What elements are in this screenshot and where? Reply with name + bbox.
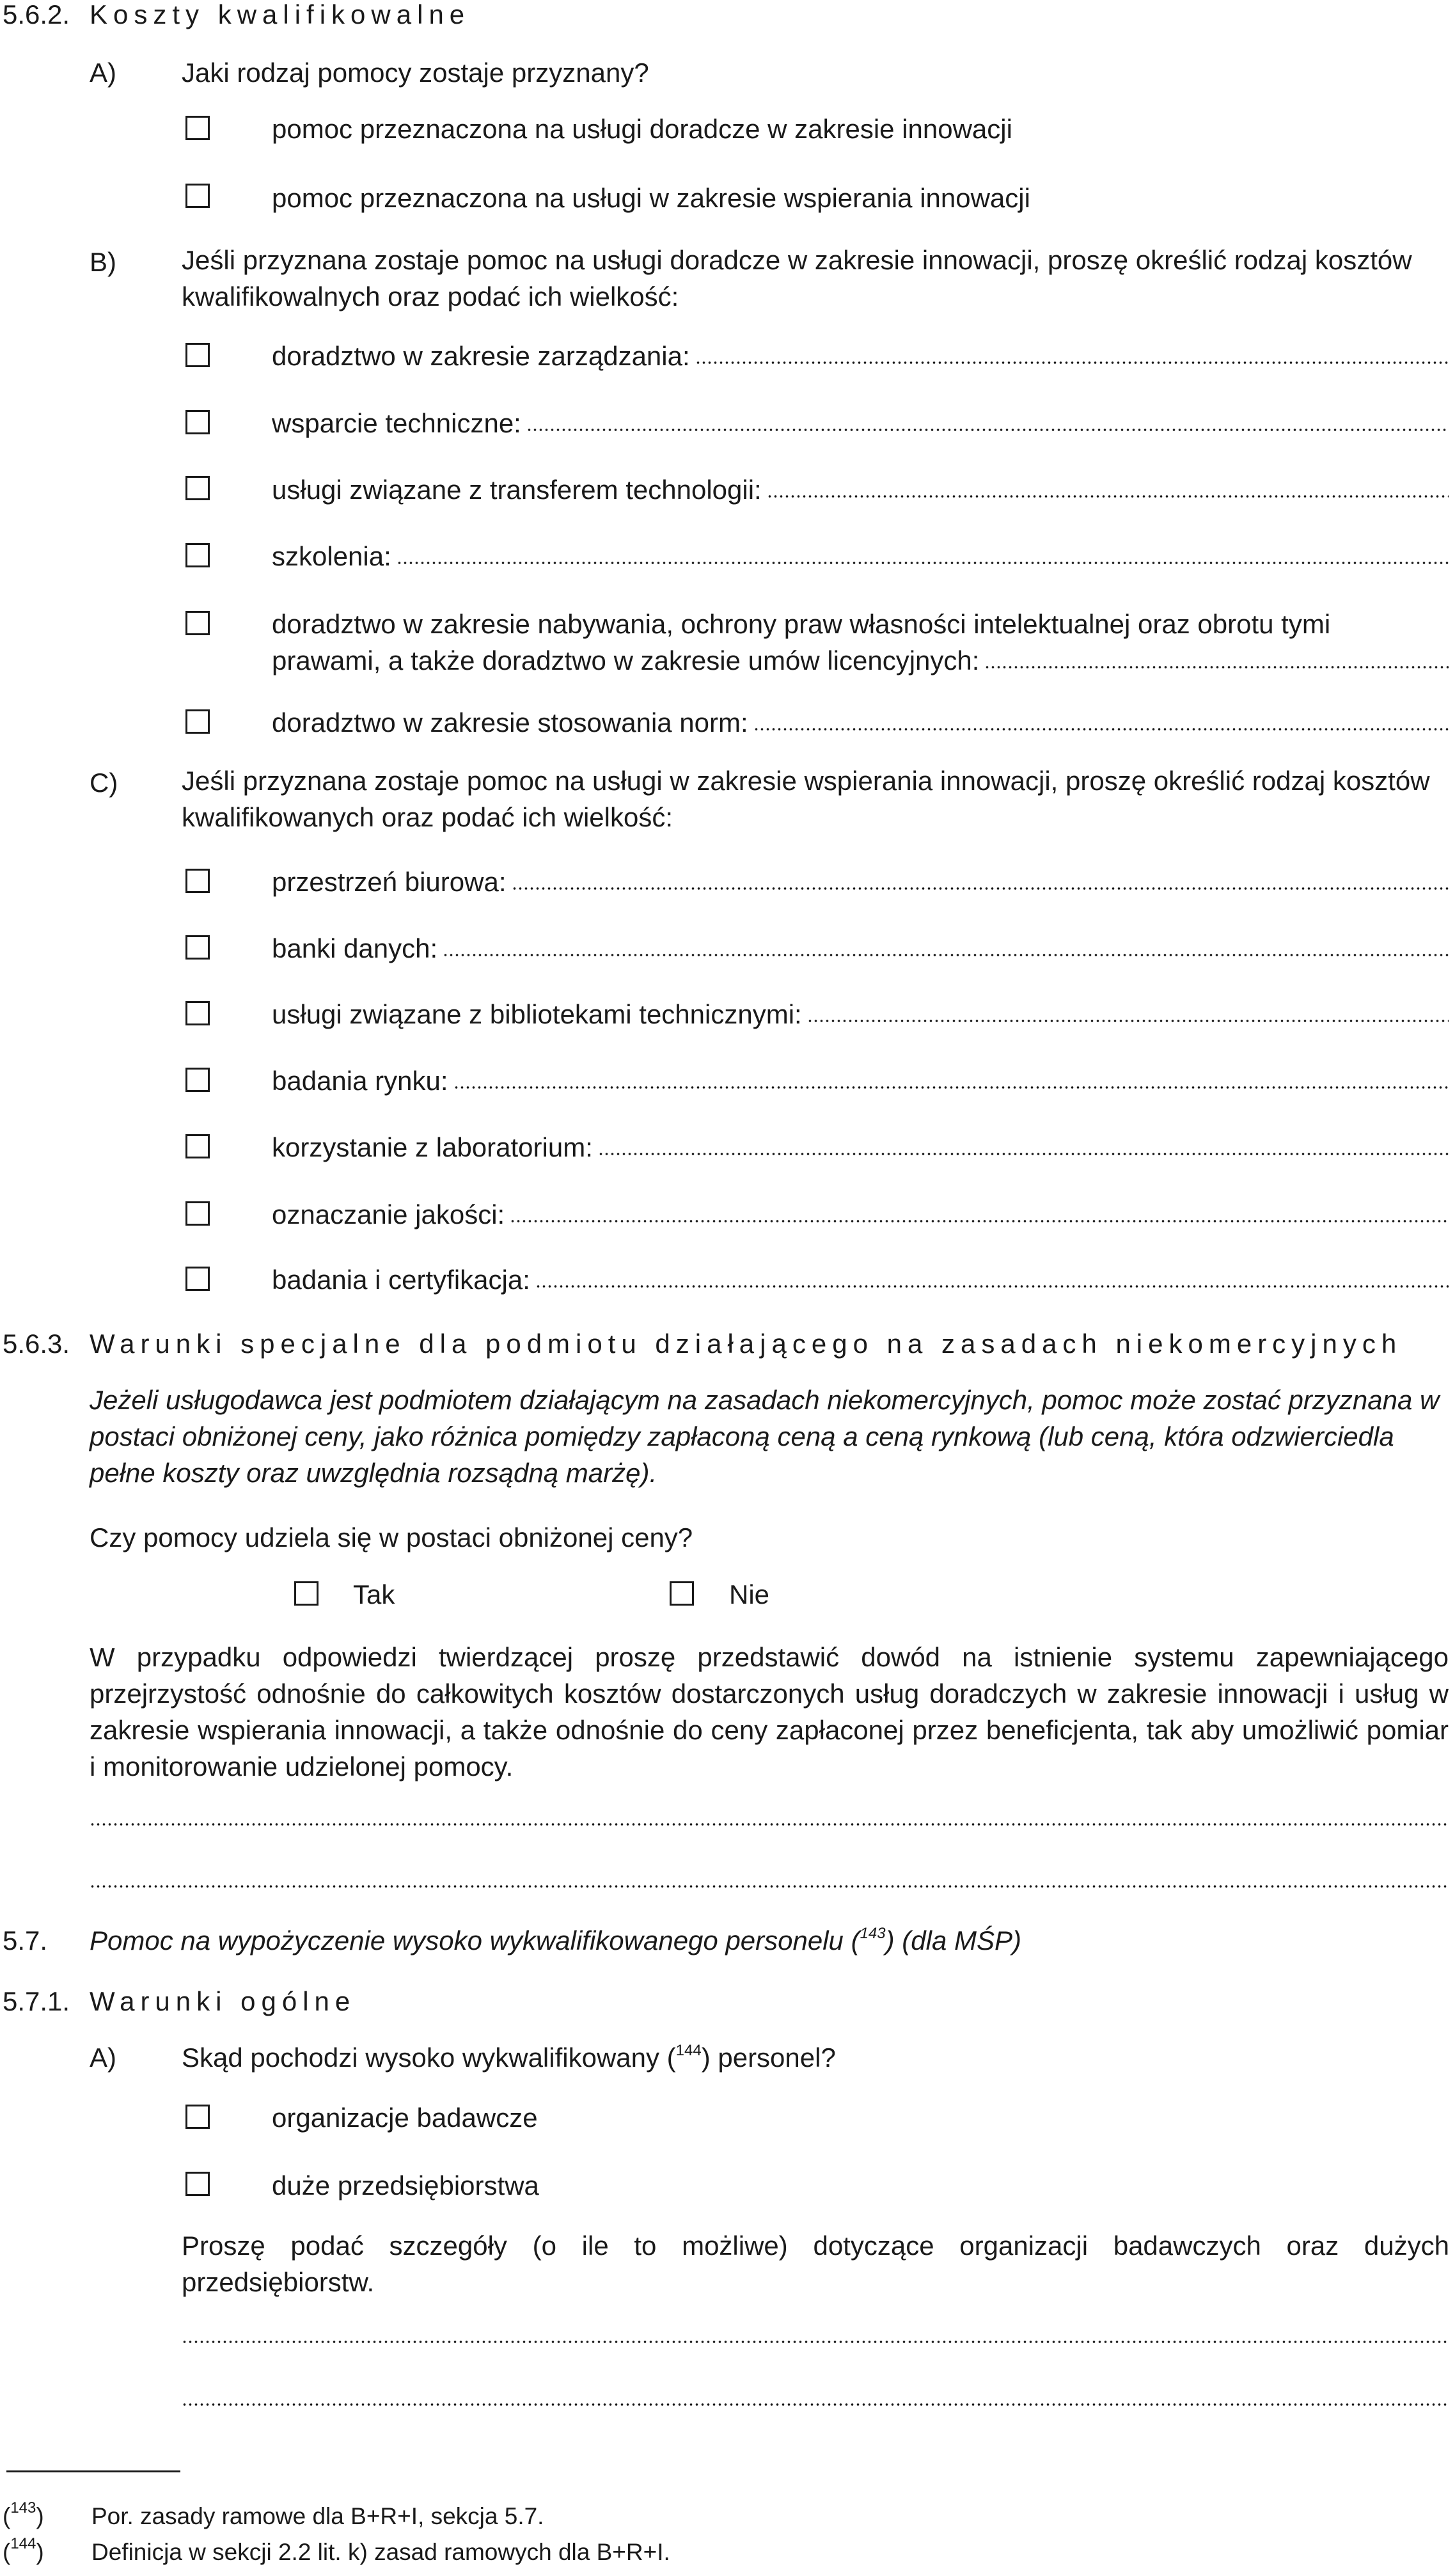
dotted-line [598, 1152, 1449, 1156]
option-innovation-support: pomoc przeznaczona na usługi w zakresie wspierania innowacji [272, 183, 1030, 213]
fn-open: ( [3, 2539, 11, 2565]
checkbox-research-organisations[interactable] [185, 2105, 210, 2129]
label-technical-libraries: usługi związane z bibliotekami technicznymi: [272, 999, 802, 1029]
intro-non-commercial: Jeżeli usługodawca jest podmiotem działającym na zasadach niekomercyjnych, pomoc może zostać przyznana w postaci obniżonej ceny, jako różnica pomiędzy zapłaconą ceną a ceną rynkową (lub ceną, która odzwierciedla pełne koszty oraz uwzględnia rozsądną marżę). [90, 1385, 1440, 1488]
field-technical-libraries[interactable] [272, 1001, 1449, 1028]
section-title-personnel-secondment [90, 1927, 1021, 1954]
footnote-ref-144: 144 [675, 2042, 702, 2059]
label-technology-transfer: usługi związane z transferem technologii: [272, 475, 762, 505]
checkbox-market-research[interactable] [185, 1068, 210, 1092]
footnote-separator [6, 2470, 180, 2472]
label-databanks: banki danych: [272, 933, 438, 963]
field-databanks[interactable] [272, 935, 1449, 962]
checkbox-office-space[interactable] [185, 869, 210, 893]
field-laboratory[interactable] [272, 1134, 1449, 1161]
checkbox-no[interactable] [670, 1581, 694, 1606]
checkbox-management-consulting[interactable] [185, 343, 210, 367]
dotted-line [807, 1019, 1449, 1023]
label-quality-labelling: oznaczanie jakości: [272, 1199, 505, 1229]
section-number-5-7-1: 5.7.1. [3, 1986, 70, 2016]
subsection-b-label: B) [90, 247, 116, 277]
footnote-144-marker [3, 2535, 44, 2565]
field-technology-transfer[interactable] [272, 477, 1449, 503]
section-number-5-7: 5.7. [3, 1925, 48, 1956]
label-management-consulting: doradztwo w zakresie zarządzania: [272, 341, 690, 371]
dotted-line [443, 953, 1449, 957]
label-ip-consulting-line1: doradztwo w zakresie nabywania, ochrony praw własności intelektualnej oraz obrotu tymi [272, 609, 1331, 639]
label-yes: Tak [353, 1579, 395, 1609]
checkbox-laboratory[interactable] [185, 1134, 210, 1158]
option-large-enterprises: duże przedsiębiorstwa [272, 2170, 539, 2201]
label-no: Nie [729, 1579, 770, 1609]
question-support-costs: Jeśli przyznana zostaje pomoc na usługi w zakresie wspierania innowacji, proszę określić rodzaj kosztów kwalifikowanych oraz podać ich wielkość: [182, 766, 1430, 832]
checkbox-technical-libraries[interactable] [185, 1001, 210, 1025]
section-number-5-6-3: 5.6.3. [3, 1329, 70, 1359]
field-management-consulting[interactable] [272, 343, 1449, 370]
details-line-2[interactable] [182, 2403, 1449, 2406]
subsection-a-label-2: A) [90, 2043, 116, 2073]
dotted-line [535, 1284, 1449, 1288]
dotted-line [753, 727, 1449, 731]
checkbox-technical-support[interactable] [185, 410, 210, 434]
fn-ref: 144 [10, 2535, 36, 2552]
option-research-organisations: organizacje badawcze [272, 2103, 538, 2133]
subsection-c-label: C) [90, 768, 118, 798]
subsection-a-label: A) [90, 58, 116, 88]
checkbox-innovation-advisory[interactable] [185, 116, 210, 140]
fn-ref: 143 [10, 2499, 36, 2517]
field-office-space[interactable] [272, 869, 1449, 896]
checkbox-quality-labelling[interactable] [185, 1201, 210, 1226]
dotted-line [695, 361, 1449, 365]
label-training: szkolenia: [272, 541, 391, 571]
checkbox-yes[interactable] [294, 1581, 319, 1606]
label-standards-consulting: doradztwo w zakresie stosowania norm: [272, 707, 748, 738]
details-line-1[interactable] [182, 2340, 1449, 2344]
details-request: Proszę podać szczegóły (o ile to możliwe) dotyczące organizacji badawczych oraz dużych przedsiębiorstw. [182, 2231, 1449, 2297]
label-office-space: przestrzeń biurowa: [272, 867, 507, 897]
field-ip-consulting[interactable] [272, 647, 1449, 674]
label-testing-certification: badania i certyfikacja: [272, 1265, 530, 1295]
dotted-line [453, 1086, 1449, 1089]
footnote-143-marker [3, 2499, 44, 2529]
dotted-line [526, 428, 1449, 432]
question-aid-type: Jaki rodzaj pomocy zostaje przyznany? [182, 58, 649, 88]
fn-open: ( [3, 2503, 11, 2529]
checkbox-databanks[interactable] [185, 935, 210, 960]
footnote-ref-143: 143 [860, 1925, 886, 1942]
section-number-5-6-2: 5.6.2. [3, 0, 70, 29]
question-text-a: Skąd pochodzi wysoko wykwalifikowany ( [182, 2043, 676, 2073]
label-technical-support: wsparcie techniczne: [272, 408, 521, 438]
question-personnel-origin [182, 2044, 836, 2071]
dotted-line [397, 561, 1449, 565]
dotted-line [767, 494, 1449, 498]
checkbox-ip-consulting[interactable] [185, 611, 210, 635]
label-laboratory: korzystanie z laboratorium: [272, 1132, 593, 1162]
section-title-special-conditions: Warunki specjalne dla podmiotu działającego na zasadach niekomercyjnych [90, 1329, 1403, 1359]
section-title-koszty-kwalifikowalne: Koszty kwalifikowalne [90, 0, 471, 29]
field-training[interactable] [272, 543, 1449, 570]
answer-line-1[interactable] [90, 1822, 1449, 1826]
dotted-line [510, 1219, 1449, 1223]
question-reduced-price: Czy pomocy udziela się w postaci obniżonej ceny? [90, 1522, 693, 1553]
field-market-research[interactable] [272, 1068, 1449, 1094]
title-text-a: Pomoc na wypożyczenie wysoko wykwalifikowanego personelu ( [90, 1925, 860, 1956]
answer-line-2[interactable] [90, 1885, 1449, 1888]
checkbox-training[interactable] [185, 543, 210, 567]
paragraph-transparency-evidence: W przypadku odpowiedzi twierdzącej proszę przedstawić dowód na istnienie systemu zapewniającego przejrzystość odnośnie do całkowitych kosztów dostarczonych usług doradczych w zakresie innowacji i usług w zakresie wspierania innowacji, a także odnośnie do ceny zapłaconej przez beneficjenta, tak aby umożliwić pomiar i monitorowanie udzielonej pomocy. [90, 1642, 1449, 1782]
field-technical-support[interactable] [272, 410, 1449, 437]
dotted-line [512, 887, 1449, 890]
footnote-144-text: Definicja w sekcji 2.2 lit. k) zasad ramowych dla B+R+I. [91, 2539, 670, 2565]
question-advisory-costs: Jeśli przyznana zostaje pomoc na usługi doradcze w zakresie innowacji, proszę określić rodzaj kosztów kwalifikowalnych oraz podać ich wielkość: [182, 245, 1412, 312]
label-market-research: badania rynku: [272, 1066, 448, 1096]
fn-close: ) [36, 2539, 44, 2565]
checkbox-innovation-support[interactable] [185, 184, 210, 208]
field-standards-consulting[interactable] [272, 709, 1449, 736]
option-innovation-advisory: pomoc przeznaczona na usługi doradcze w zakresie innowacji [272, 114, 1012, 144]
footnote-143-text: Por. zasady ramowe dla B+R+I, sekcja 5.7. [91, 2503, 544, 2529]
field-testing-certification[interactable] [272, 1267, 1449, 1293]
title-text-b: ) (dla MŚP) [885, 1925, 1021, 1956]
question-text-b: ) personel? [701, 2043, 836, 2073]
fn-close: ) [36, 2503, 44, 2529]
dotted-line [984, 665, 1449, 669]
checkbox-testing-certification[interactable] [185, 1267, 210, 1291]
label-ip-consulting-line2: prawami, a także doradztwo w zakresie umów licencyjnych: [272, 645, 980, 676]
field-quality-labelling[interactable] [272, 1201, 1449, 1228]
checkbox-standards-consulting[interactable] [185, 709, 210, 734]
section-title-general-conditions: Warunki ogólne [90, 1986, 356, 2016]
checkbox-large-enterprises[interactable] [185, 2172, 210, 2196]
checkbox-technology-transfer[interactable] [185, 476, 210, 500]
